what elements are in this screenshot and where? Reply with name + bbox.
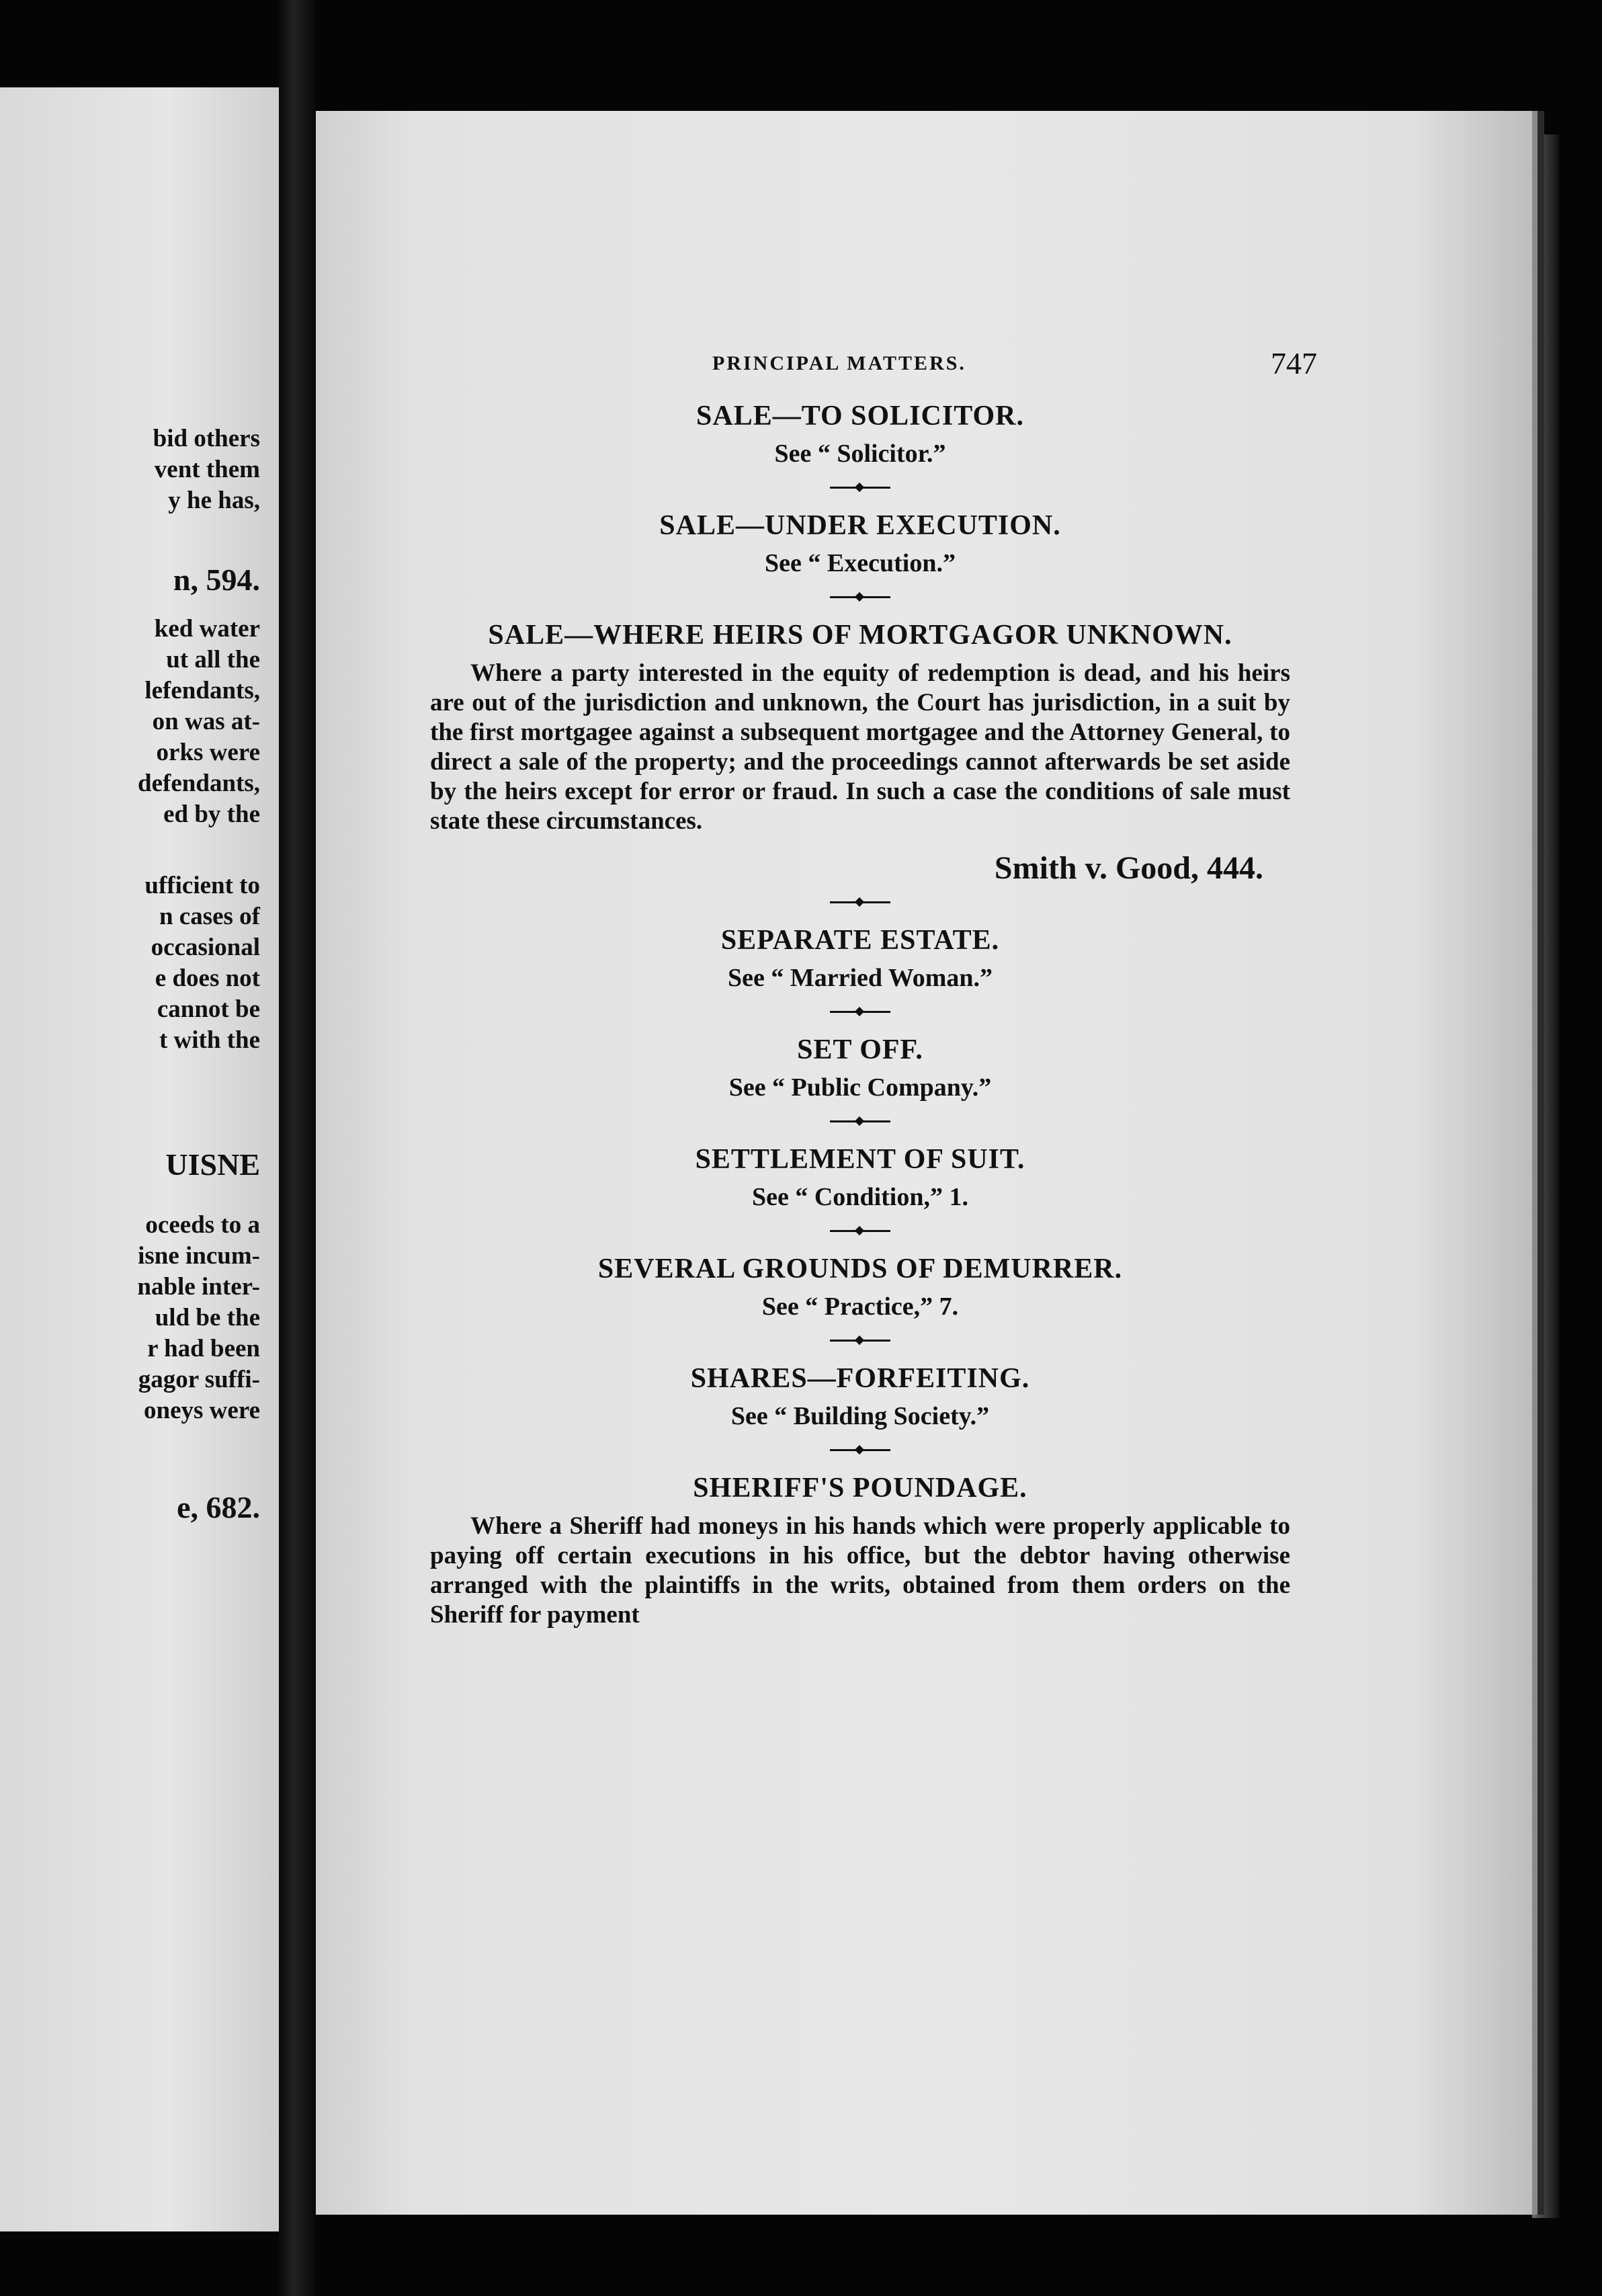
cross-reference: See “ Building Society.” <box>730 1402 990 1430</box>
entry-paragraph: Where a Sheriff had moneys in his hands which were properly applicable to paying off certain executions in his office, but the debtor having otherwise arranged with the plaintiffs in the writs, obtained from them orders on the Sheriff for payment <box>430 1512 1290 1629</box>
index-entry <box>430 1469 1290 1630</box>
book-page <box>316 111 1532 2215</box>
cross-reference: See “ Practice,” 7. <box>761 1293 959 1321</box>
section-divider <box>830 901 890 903</box>
left-fragment: uld be the <box>155 1304 260 1331</box>
left-fragment: isne incum- <box>138 1242 260 1270</box>
cross-reference: See “ Solicitor.” <box>774 440 946 468</box>
entry-heading: SEPARATE ESTATE. <box>720 925 1000 956</box>
left-fragment: cannot be <box>157 995 260 1023</box>
cross-reference: See “ Married Woman.” <box>727 964 993 992</box>
page-edge <box>1532 134 1559 2218</box>
left-fragment: e, 682. <box>177 1490 260 1524</box>
index-entry <box>430 1140 1290 1215</box>
left-fragment: n cases of <box>159 903 260 930</box>
running-head <box>430 346 1317 397</box>
index-entry <box>430 921 1290 996</box>
entry-paragraph: Where a party interested in the equity of redemption is dead, and his heirs are out of the jurisdiction and unknown, the Court has jurisdiction, in a suit by the first mortgagee against a subsequent mortgagee and the Attorney General, to direct a sale of the property; and the proceedings cannot afterwards be set aside by the heirs except for error or fraud. In such a case the conditions of sale must state these circumstances. <box>430 659 1290 835</box>
section-divider <box>830 1449 890 1451</box>
section-divider <box>830 1120 890 1122</box>
left-fragment: on was at- <box>152 708 260 735</box>
entry-heading: SALE—WHERE HEIRS OF MORTGAGOR UNKNOWN. <box>488 620 1232 651</box>
left-fragment: bid others <box>153 425 260 452</box>
section-divider <box>830 1230 890 1232</box>
left-fragment: ut all the <box>166 646 260 673</box>
left-fragment: vent them <box>154 456 260 483</box>
left-fragment: ked water <box>154 615 260 643</box>
section-divider <box>830 1011 890 1013</box>
left-fragment: y he has, <box>168 487 260 514</box>
entry-heading: SETTLEMENT OF SUIT. <box>695 1144 1025 1175</box>
left-fragment: n, 594. <box>173 563 260 597</box>
left-fragment: nable inter- <box>137 1273 260 1301</box>
running-title: PRINCIPAL MATTERS. <box>712 352 966 374</box>
entry-heading: SET OFF. <box>797 1034 923 1065</box>
left-fragment: oneys were <box>144 1397 260 1424</box>
entry-heading: SHARES—FORFEITING. <box>690 1363 1030 1394</box>
index-entry <box>430 1030 1290 1106</box>
section-divider <box>830 1340 890 1342</box>
left-fragment: defendants, <box>138 770 260 797</box>
left-fragment: UISNE <box>165 1147 260 1182</box>
cross-reference: See “ Execution.” <box>765 549 956 577</box>
section-divider <box>830 487 890 489</box>
entry-heading: SALE—UNDER EXECUTION. <box>659 510 1061 541</box>
index-entry <box>430 1249 1290 1325</box>
index-entry <box>430 397 1290 472</box>
entry-heading: SALE—TO SOLICITOR. <box>696 401 1024 432</box>
left-fragment: occasional <box>151 934 260 961</box>
book-gutter <box>279 0 316 2296</box>
index-entry <box>430 1359 1290 1434</box>
left-fragment: gagor suffi- <box>138 1366 260 1393</box>
left-fragment: t with the <box>159 1026 260 1054</box>
left-fragment: orks were <box>156 739 260 766</box>
entry-heading: SHERIFF'S POUNDAGE. <box>693 1473 1027 1504</box>
page-content <box>430 346 1317 1637</box>
left-fragment: ufficient to <box>144 872 260 899</box>
left-fragment: r had been <box>147 1335 260 1362</box>
section-divider <box>830 596 890 598</box>
left-fragment: lefendants, <box>144 677 260 704</box>
entry-heading: SEVERAL GROUNDS OF DEMURRER. <box>597 1254 1123 1284</box>
left-fragment: e does not <box>155 965 260 992</box>
previous-page <box>0 87 279 2231</box>
index-entry <box>430 506 1290 581</box>
index-entry <box>430 616 1290 887</box>
case-citation: Smith v. Good, 444. <box>994 850 1263 886</box>
page-number: 747 <box>1271 346 1317 380</box>
cross-reference: See “ Condition,” 1. <box>752 1183 968 1211</box>
left-fragment: ed by the <box>163 801 260 828</box>
left-fragment: oceeds to a <box>145 1211 260 1239</box>
cross-reference: See “ Public Company.” <box>728 1073 992 1102</box>
